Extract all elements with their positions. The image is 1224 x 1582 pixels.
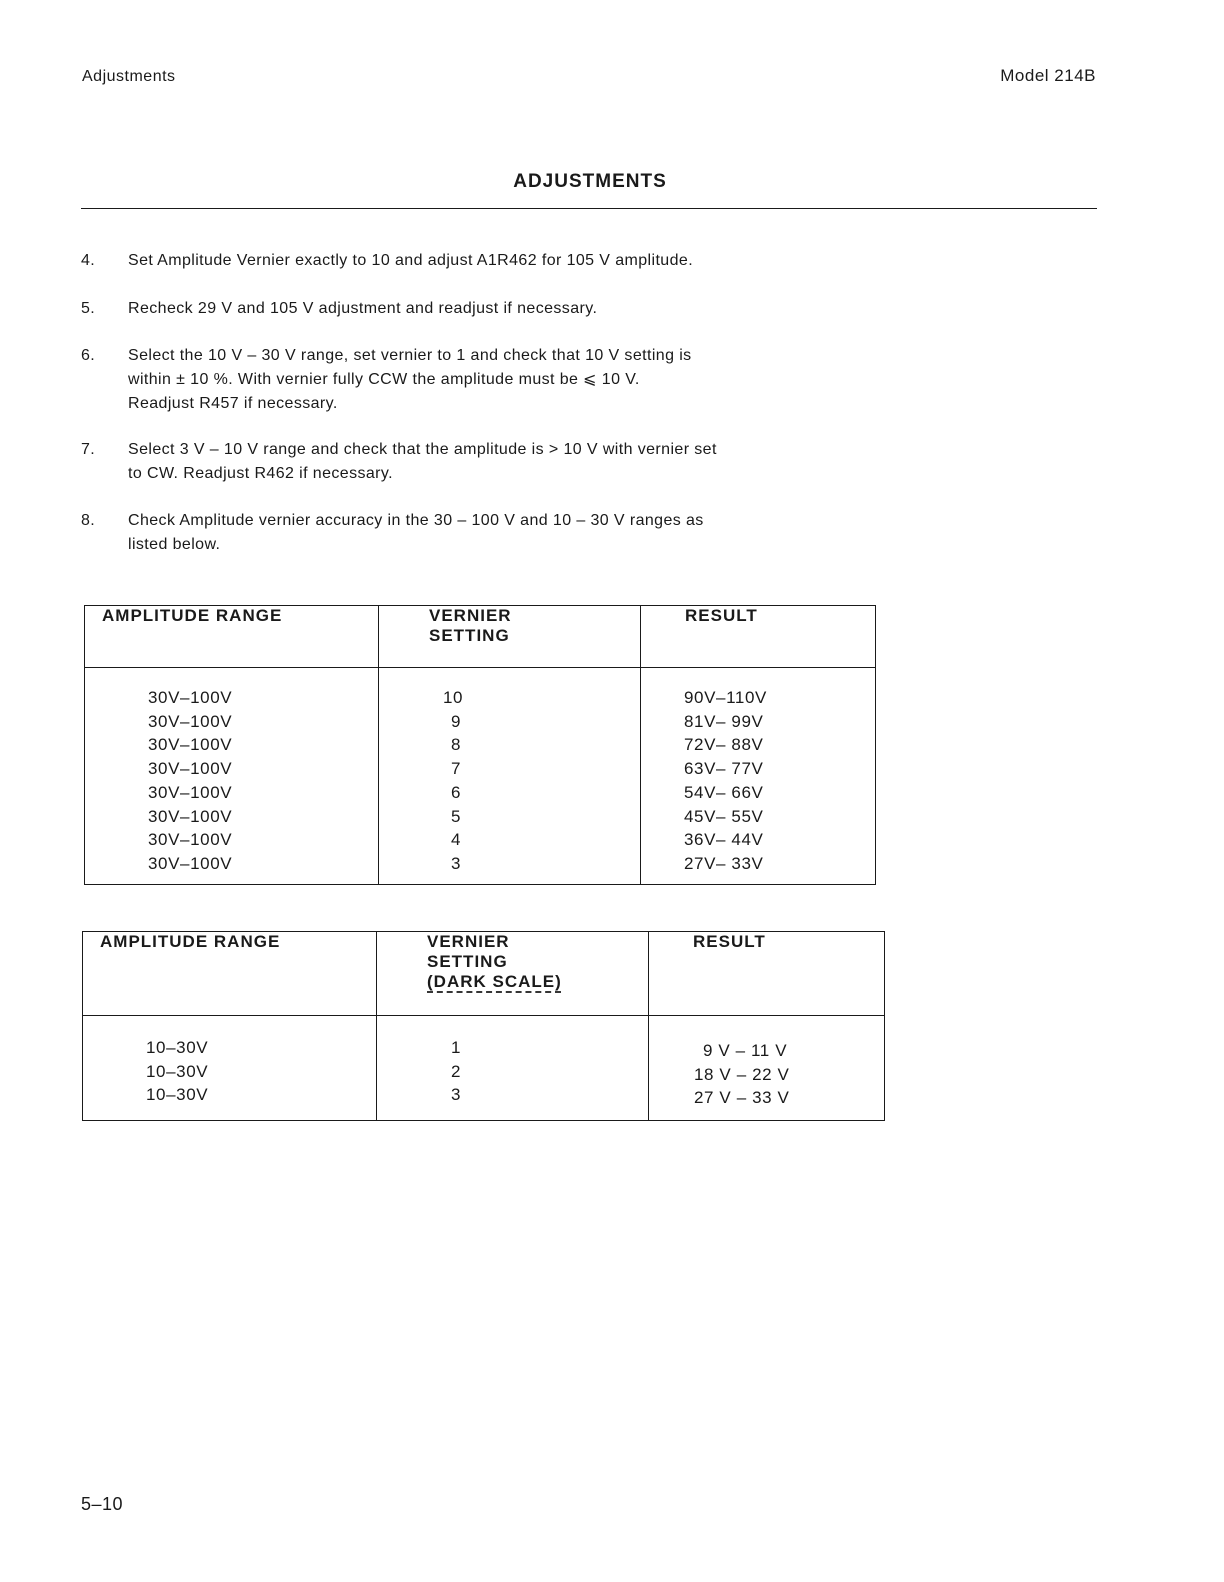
- table-cell: 63V– 77V: [684, 759, 764, 779]
- step-text: Check Amplitude vernier accuracy in the 30 – 100 V and 10 – 30 V ranges as listed below.: [128, 512, 704, 553]
- step-text: Select 3 V – 10 V range and check that the amplitude is > 10 V with vernier set to CW. Readjust R462 if necessary.: [128, 441, 717, 482]
- column-vernier-setting: [379, 668, 641, 885]
- table-cell: 3: [451, 1085, 462, 1105]
- table-cell: 27 V – 33 V: [694, 1088, 790, 1108]
- table-cell: 1: [451, 1038, 462, 1057]
- table-cell: 5: [451, 806, 462, 826]
- table-cell: 30V–100V: [148, 688, 233, 707]
- table-cell: 9: [451, 711, 462, 731]
- header-result: RESULT: [649, 932, 885, 1016]
- table-cell: 10–30V: [146, 1038, 209, 1057]
- table-cell: 30V–100V: [148, 782, 233, 802]
- table-cell: 10: [443, 688, 464, 707]
- table-cell: 6: [451, 782, 462, 802]
- title-rule: [81, 208, 1097, 209]
- table-cell: 9 V – 11 V: [703, 1041, 788, 1060]
- step-number: 4.: [81, 252, 96, 269]
- table-cell: 30V–100V: [148, 735, 233, 755]
- step-text: Recheck 29 V and 105 V adjustment and readjust if necessary.: [128, 300, 598, 317]
- header-vernier-setting: VERNIER SETTING: [379, 606, 641, 668]
- table-cell: 30V–100V: [148, 711, 233, 731]
- column-result: [649, 1016, 885, 1121]
- column-amplitude-range: [83, 1016, 377, 1121]
- table-cell: 7: [451, 759, 462, 779]
- header-amplitude-range: AMPLITUDE RANGE: [83, 932, 377, 1016]
- column-result: [641, 668, 876, 885]
- table-cell: 90V–110V: [684, 688, 767, 707]
- header-amplitude-range: AMPLITUDE RANGE: [85, 606, 379, 668]
- table-cell: 81V– 99V: [684, 711, 764, 731]
- step-number: 6.: [81, 347, 96, 364]
- page-number: 5–10: [81, 1494, 124, 1514]
- table-cell: 10–30V: [146, 1085, 209, 1105]
- column-vernier-setting: [377, 1016, 649, 1121]
- step-text: Select the 10 V – 30 V range, set vernier to 1 and check that 10 V setting is within ± 10 %. With vernier fully CCW the amplitude must be ⩽ 10 V. Readjust R457 if necessary.: [128, 347, 692, 412]
- step-text: Set Amplitude Vernier exactly to 10 and adjust A1R462 for 105 V amplitude.: [128, 252, 694, 269]
- page-title: ADJUSTMENTS: [513, 171, 667, 192]
- running-header-section: Adjustments: [82, 68, 176, 85]
- step-number: 8.: [81, 512, 96, 529]
- column-amplitude-range: [85, 668, 379, 885]
- table-cell: 45V– 55V: [684, 806, 764, 826]
- vernier-table-10-30v: [82, 931, 885, 1121]
- header-result: RESULT: [641, 606, 876, 668]
- table-cell: 30V–100V: [148, 830, 233, 850]
- table-cell: 8: [451, 735, 462, 755]
- step-number: 5.: [81, 300, 96, 317]
- table-cell: 72V– 88V: [684, 735, 764, 755]
- running-header-model: Model 214B: [1000, 66, 1096, 85]
- table-cell: 2: [451, 1061, 462, 1081]
- header-vernier-setting: VERNIER SETTING (DARK SCALE): [377, 932, 649, 1016]
- step-number: 7.: [81, 441, 96, 458]
- table-cell: 30V–100V: [148, 759, 233, 779]
- vernier-table-30-100v: [84, 605, 876, 885]
- table-cell: 54V– 66V: [684, 782, 764, 802]
- table-cell: 18 V – 22 V: [694, 1064, 790, 1084]
- table-cell: 30V–100V: [148, 853, 233, 873]
- table-cell: 36V– 44V: [684, 830, 764, 850]
- table-cell: 27V– 33V: [684, 853, 764, 873]
- table-cell: 4: [451, 830, 462, 850]
- table-cell: 30V–100V: [148, 806, 233, 826]
- table-cell: 10–30V: [146, 1061, 209, 1081]
- table-cell: 3: [451, 853, 462, 873]
